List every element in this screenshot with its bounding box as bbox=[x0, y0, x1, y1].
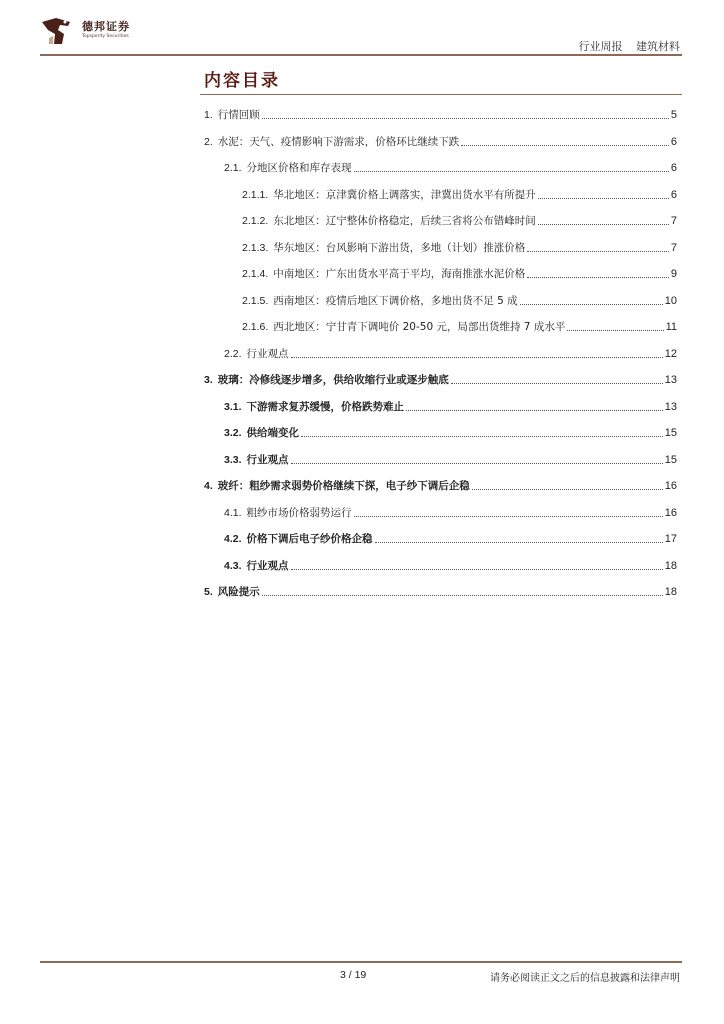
toc-entry-title: 东北地区：辽宁整体价格稳定，后续三省将公布错峰时间 bbox=[273, 215, 536, 227]
toc-entry-page: 5 bbox=[670, 109, 677, 121]
toc-entry-title: 风险提示 bbox=[217, 586, 260, 598]
toc-entry[interactable] bbox=[242, 212, 677, 228]
toc-entry-title: 分地区价格和库存表现 bbox=[246, 162, 352, 174]
toc-leader-dots bbox=[527, 276, 669, 278]
toc-entry-page: 18 bbox=[664, 560, 677, 572]
toc-entry-title: 西北地区：宁甘青下调吨价 20-50 元，局部出货维持 7 成水平 bbox=[273, 321, 566, 333]
toc-entry-page: 6 bbox=[670, 162, 677, 174]
toc-entry-title: 玻纤：粗纱需求弱势价格继续下探，电子纱下调后企稳 bbox=[217, 480, 470, 492]
toc-entry-number: 2.1.4. bbox=[242, 268, 269, 280]
toc-entry-page: 6 bbox=[670, 136, 677, 148]
footer-disclaimer: 请务必阅读正文之后的信息披露和法律声明 bbox=[490, 973, 680, 984]
toc-entry[interactable] bbox=[204, 477, 677, 493]
toc-entry-number: 2.1.1. bbox=[242, 189, 269, 201]
toc-entry-number: 2.2. bbox=[224, 348, 242, 360]
toc-title-divider bbox=[200, 94, 682, 95]
toc-entry[interactable] bbox=[242, 239, 677, 255]
toc-leader-dots bbox=[375, 541, 663, 543]
report-type-label: 行业周报 bbox=[578, 40, 623, 53]
toc-entry[interactable] bbox=[224, 504, 677, 520]
toc-entry[interactable] bbox=[204, 371, 677, 387]
toc-entry-number: 4.2. bbox=[224, 533, 242, 545]
toc-entry-page: 16 bbox=[664, 480, 677, 492]
toc-leader-dots bbox=[538, 223, 669, 225]
toc-entry[interactable] bbox=[224, 451, 677, 467]
toc-entry-page: 10 bbox=[664, 295, 677, 307]
toc-entry-number: 3.1. bbox=[224, 401, 242, 413]
toc-leader-dots bbox=[291, 462, 663, 464]
toc-entry[interactable] bbox=[204, 583, 677, 599]
toc-title: 内容目录 bbox=[204, 71, 280, 91]
toc-leader-dots bbox=[538, 197, 669, 199]
toc-entry-number: 2.1. bbox=[224, 162, 242, 174]
toc-entry-number: 3.3. bbox=[224, 454, 242, 466]
toc-entry-page: 15 bbox=[664, 454, 677, 466]
toc-leader-dots bbox=[406, 409, 663, 411]
toc-entry-title: 行情回顾 bbox=[217, 109, 260, 121]
toc-entry-title: 供给端变化 bbox=[246, 427, 300, 439]
toc-leader-dots bbox=[262, 594, 663, 596]
toc-leader-dots bbox=[567, 329, 663, 331]
logo-english-name: Topsperity Securities bbox=[82, 34, 129, 39]
toc-entry-page: 18 bbox=[664, 586, 677, 598]
toc-entry-number: 2. bbox=[204, 136, 213, 148]
toc-entry-number: 2.1.6. bbox=[242, 321, 269, 333]
header-labels bbox=[579, 38, 681, 54]
toc-entry-page: 13 bbox=[664, 374, 677, 386]
toc-leader-dots bbox=[461, 144, 669, 146]
toc-entry[interactable] bbox=[204, 133, 677, 149]
toc-entry-page: 7 bbox=[670, 242, 677, 254]
toc-entry-number: 3.2. bbox=[224, 427, 242, 439]
toc-entry[interactable] bbox=[224, 345, 677, 361]
toc-entry-page: 9 bbox=[670, 268, 677, 280]
toc-entry-number: 3. bbox=[204, 374, 213, 386]
toc-entry[interactable] bbox=[224, 557, 677, 573]
industry-label: 建筑材料 bbox=[636, 40, 680, 53]
toc-leader-dots bbox=[520, 303, 663, 305]
toc-leader-dots bbox=[291, 356, 663, 358]
toc-entry-page: 6 bbox=[670, 189, 677, 201]
toc-entry-title: 水泥：天气、疫情影响下游需求，价格环比继续下跌 bbox=[217, 136, 460, 148]
toc-leader-dots bbox=[291, 568, 663, 570]
toc-entry-page: 17 bbox=[664, 533, 677, 545]
toc-leader-dots bbox=[354, 170, 669, 172]
footer-divider bbox=[40, 961, 682, 963]
toc-entry-number: 2.1.5. bbox=[242, 295, 269, 307]
page-header bbox=[0, 0, 724, 60]
toc-entry-title: 下游需求复苏缓慢，价格跌势难止 bbox=[246, 401, 405, 413]
toc-entry-title: 行业观点 bbox=[246, 560, 289, 572]
toc-entry-title: 中南地区：广东出货水平高于平均，海南推涨水泥价格 bbox=[273, 268, 526, 280]
toc-leader-dots bbox=[472, 488, 663, 490]
toc-entry-number: 4.3. bbox=[224, 560, 242, 572]
toc-entry[interactable] bbox=[242, 186, 677, 202]
toc-leader-dots bbox=[354, 515, 663, 517]
toc-entry-number: 2.1.2. bbox=[242, 215, 269, 227]
logo-chinese-name: 德邦证券 bbox=[82, 20, 130, 33]
toc-leader-dots bbox=[451, 382, 663, 384]
toc-entry[interactable] bbox=[224, 398, 677, 414]
company-logo bbox=[40, 16, 140, 46]
toc-entry[interactable] bbox=[242, 318, 677, 334]
toc-entry[interactable] bbox=[242, 265, 677, 281]
toc-entry-title: 华东地区：台风影响下游出货，多地（计划）推涨价格 bbox=[273, 242, 526, 254]
toc-entry[interactable] bbox=[224, 530, 677, 546]
toc-entry-title: 行业观点 bbox=[246, 454, 289, 466]
toc-entry-page: 7 bbox=[670, 215, 677, 227]
toc-entry[interactable] bbox=[242, 292, 677, 308]
toc-leader-dots bbox=[301, 435, 663, 437]
toc-entry-title: 华北地区：京津冀价格上调落实，津冀出货水平有所提升 bbox=[273, 189, 536, 201]
toc-entry-number: 4. bbox=[204, 480, 213, 492]
toc-entry-title: 价格下调后电子纱价格企稳 bbox=[246, 533, 373, 545]
toc-entry-title: 粗纱市场价格弱势运行 bbox=[246, 507, 352, 519]
toc-entry-number: 4.1. bbox=[224, 507, 242, 519]
toc-leader-dots bbox=[527, 250, 669, 252]
logo-mark-icon bbox=[40, 16, 74, 46]
toc-leader-dots bbox=[262, 117, 669, 119]
toc-entry[interactable] bbox=[224, 424, 677, 440]
page-indicator: 3 / 19 bbox=[340, 969, 367, 981]
toc-entry-number: 2.1.3. bbox=[242, 242, 269, 254]
toc-entry-page: 11 bbox=[665, 321, 677, 333]
toc-entry-title: 西南地区：疫情后地区下调价格，多地出货不足 5 成 bbox=[273, 295, 518, 307]
toc-entry[interactable] bbox=[204, 106, 677, 122]
toc-entry-title: 行业观点 bbox=[246, 348, 289, 360]
toc-entry-page: 13 bbox=[664, 401, 677, 413]
toc-entry-page: 12 bbox=[664, 348, 677, 360]
header-divider bbox=[40, 54, 682, 56]
toc-entry-page: 15 bbox=[664, 427, 677, 439]
toc-entry-title: 玻璃：冷修线逐步增多，供给收缩行业或逐步触底 bbox=[217, 374, 449, 386]
toc-entry-number: 1. bbox=[204, 109, 213, 121]
toc-entry[interactable] bbox=[224, 159, 677, 175]
toc-entry-number: 5. bbox=[204, 586, 213, 598]
toc-entry-page: 16 bbox=[664, 507, 677, 519]
